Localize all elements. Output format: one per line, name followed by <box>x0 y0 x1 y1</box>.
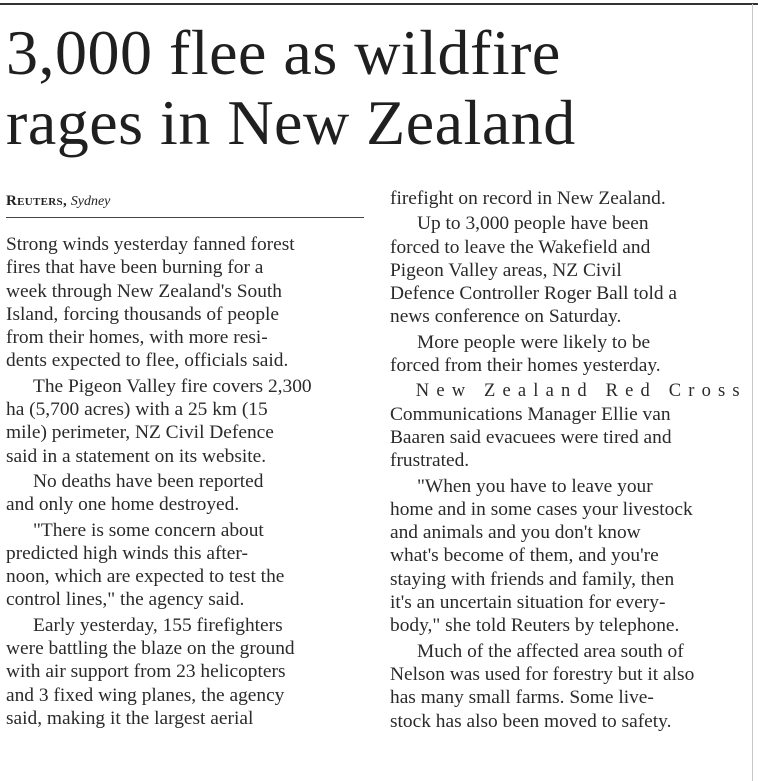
article-line: Strong winds yesterday fanned forest <box>6 234 295 255</box>
article-paragraph <box>6 614 364 730</box>
article-line: what's become of them, and you're <box>390 545 659 567</box>
article-line: Up to 3,000 people have been <box>417 213 649 235</box>
article-line: has many small farms. Some live- <box>390 687 654 709</box>
article-line: Pigeon Valley areas, NZ Civil <box>390 259 622 281</box>
article-line: from their homes, with more resi- <box>6 327 268 349</box>
article-line: mile) perimeter, NZ Civil Defence <box>6 422 274 444</box>
article-line: Communications Manager Ellie van <box>390 403 671 425</box>
article-line: were battling the blaze on the ground <box>6 638 295 660</box>
article-line: forced from their homes yesterday. <box>390 355 661 377</box>
right-column <box>390 187 748 733</box>
byline-agency: Reuters, <box>6 193 67 209</box>
article-line: news conference on Saturday. <box>390 306 622 328</box>
article-line: stock has also been moved to safety. <box>390 710 672 732</box>
article-line: and 3 fixed wing planes, the agency <box>6 684 285 706</box>
article-line: fires that have been burning for a <box>6 257 264 279</box>
article-line: control lines," the agency said. <box>6 589 245 611</box>
article-line: forced to leave the Wakefield and <box>390 236 651 258</box>
article-paragraph <box>390 331 748 378</box>
article-line: More people were likely to be <box>417 331 651 353</box>
article-line: Much of the affected area south of <box>417 640 684 662</box>
article-line: dents expected to flee, officials said. <box>6 350 289 372</box>
article-line: noon, which are expected to test the <box>6 566 285 588</box>
article-line: home and in some cases your livestock <box>390 498 693 520</box>
byline <box>6 190 366 213</box>
article-paragraph <box>6 519 364 612</box>
left-column <box>6 233 364 730</box>
article-paragraph <box>390 187 748 210</box>
article-line: "There is some concern about <box>33 519 264 541</box>
article-paragraph <box>6 233 364 373</box>
article-line: it's an uncertain situation for every- <box>390 592 666 614</box>
article-paragraph <box>6 470 364 517</box>
article-line: body," she told Reuters by telephone. <box>390 615 680 637</box>
article-paragraph <box>390 640 748 733</box>
article-paragraph <box>390 475 748 638</box>
article-line: said, making it the largest aerial <box>6 707 254 729</box>
article-line: Nelson was used for forestry but it also <box>390 663 695 685</box>
article-line: Baaren said evacuees were tired and <box>390 426 672 448</box>
right-edge-rule <box>752 4 753 781</box>
headline-line-1: 3,000 flee as wildfire <box>6 17 561 88</box>
headline <box>6 18 746 158</box>
article-line: Island, forcing thousands of people <box>6 303 280 325</box>
article-line: and animals and you don't know <box>390 522 641 544</box>
article-line: said in a statement on its website. <box>6 445 267 467</box>
article-line: New Zealand Red Cross <box>415 380 747 402</box>
top-rule <box>0 3 758 5</box>
article-line: The Pigeon Valley fire covers 2,300 <box>33 375 312 397</box>
article-line: Early yesterday, 155 firefighters <box>33 614 283 636</box>
article-line: firefight on record in New Zealand. <box>390 188 666 209</box>
article-line: predicted high winds this after- <box>6 542 248 564</box>
article-line: staying with friends and family, then <box>390 568 675 590</box>
article-line: "When you have to leave your <box>417 475 653 497</box>
byline-rule <box>6 217 364 218</box>
article-line: and only one home destroyed. <box>6 494 240 516</box>
article-line: with air support from 23 helicopters <box>6 661 286 683</box>
article-paragraph <box>6 375 364 468</box>
article-line: ha (5,700 acres) with a 25 km (15 <box>6 399 268 421</box>
article-line: Defence Controller Roger Ball told a <box>390 283 677 305</box>
byline-city: Sydney <box>70 194 111 209</box>
article-line: week through New Zealand's South <box>6 280 282 302</box>
headline-line-2: rages in New Zealand <box>6 87 576 158</box>
article-paragraph <box>390 379 748 472</box>
article-line: frustrated. <box>390 450 470 472</box>
article-paragraph <box>390 212 748 328</box>
article-line: No deaths have been reported <box>33 470 264 492</box>
